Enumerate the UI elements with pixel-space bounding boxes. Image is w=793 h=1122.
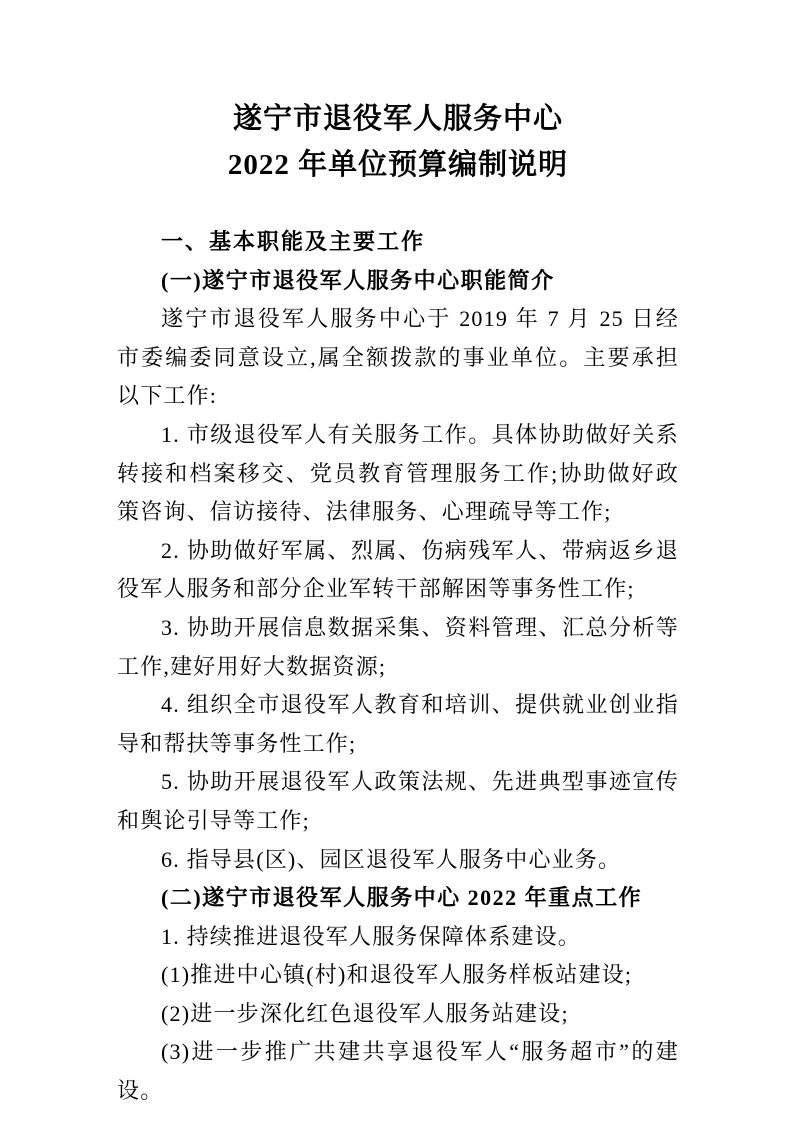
- key-work-item-1: 1. 持续推进退役军人服务保障体系建设。: [161, 923, 582, 949]
- key-work-sub-item-2: (2)进一步深化红色退役军人服务站建设;: [161, 1000, 569, 1026]
- document-title: [117, 96, 679, 188]
- heading-section-basic-functions: 一、基本职能及主要工作: [161, 229, 426, 254]
- duty-item-2: 2. 协助做好军属、烈属、伤病残军人、带病返乡退役军人服务和部分企业军转干部解困等事务性工作;: [117, 537, 679, 602]
- heading-subsection-functions-intro: (一)遂宁市退役军人服务中心职能简介: [161, 267, 555, 293]
- title-line-2: 2022 年单位预算编制说明: [227, 149, 569, 181]
- duty-item-6: 6. 指导县(区)、园区退役军人服务中心业务。: [161, 846, 622, 872]
- key-work-sub-item-1: (1)推进中心镇(村)和退役军人服务样板站建设;: [161, 962, 633, 988]
- paragraph-establishment-intro: 遂宁市退役军人服务中心于 2019 年 7 月 25 日经市委编委同意设立,属全额拨款的事业单位。主要承担以下工作:: [117, 306, 679, 409]
- duty-item-1: 1. 市级退役军人有关服务工作。具体协助做好关系转接和档案移交、党员教育管理服务工作;协助做好政策咨询、信访接待、法律服务、心理疏导等工作;: [117, 421, 679, 525]
- key-work-sub-item-3: (3)进一步推广共建共享退役军人“服务超市”的建设。: [117, 1039, 679, 1104]
- duty-item-5: 5. 协助开展退役军人政策法规、先进典型事迹宣传和舆论引导等工作;: [117, 769, 679, 833]
- duty-item-3: 3. 协助开展信息数据采集、资料管理、汇总分析等工作,建好用好大数据资源;: [117, 614, 679, 679]
- duty-item-4: 4. 组织全市退役军人教育和培训、提供就业创业指导和帮扶等事务性工作;: [117, 692, 679, 756]
- heading-subsection-key-work-2022: (二)遂宁市退役军人服务中心 2022 年重点工作: [161, 885, 643, 911]
- document-body: [117, 223, 679, 1111]
- title-line-1: 遂宁市退役军人服务中心: [232, 103, 563, 135]
